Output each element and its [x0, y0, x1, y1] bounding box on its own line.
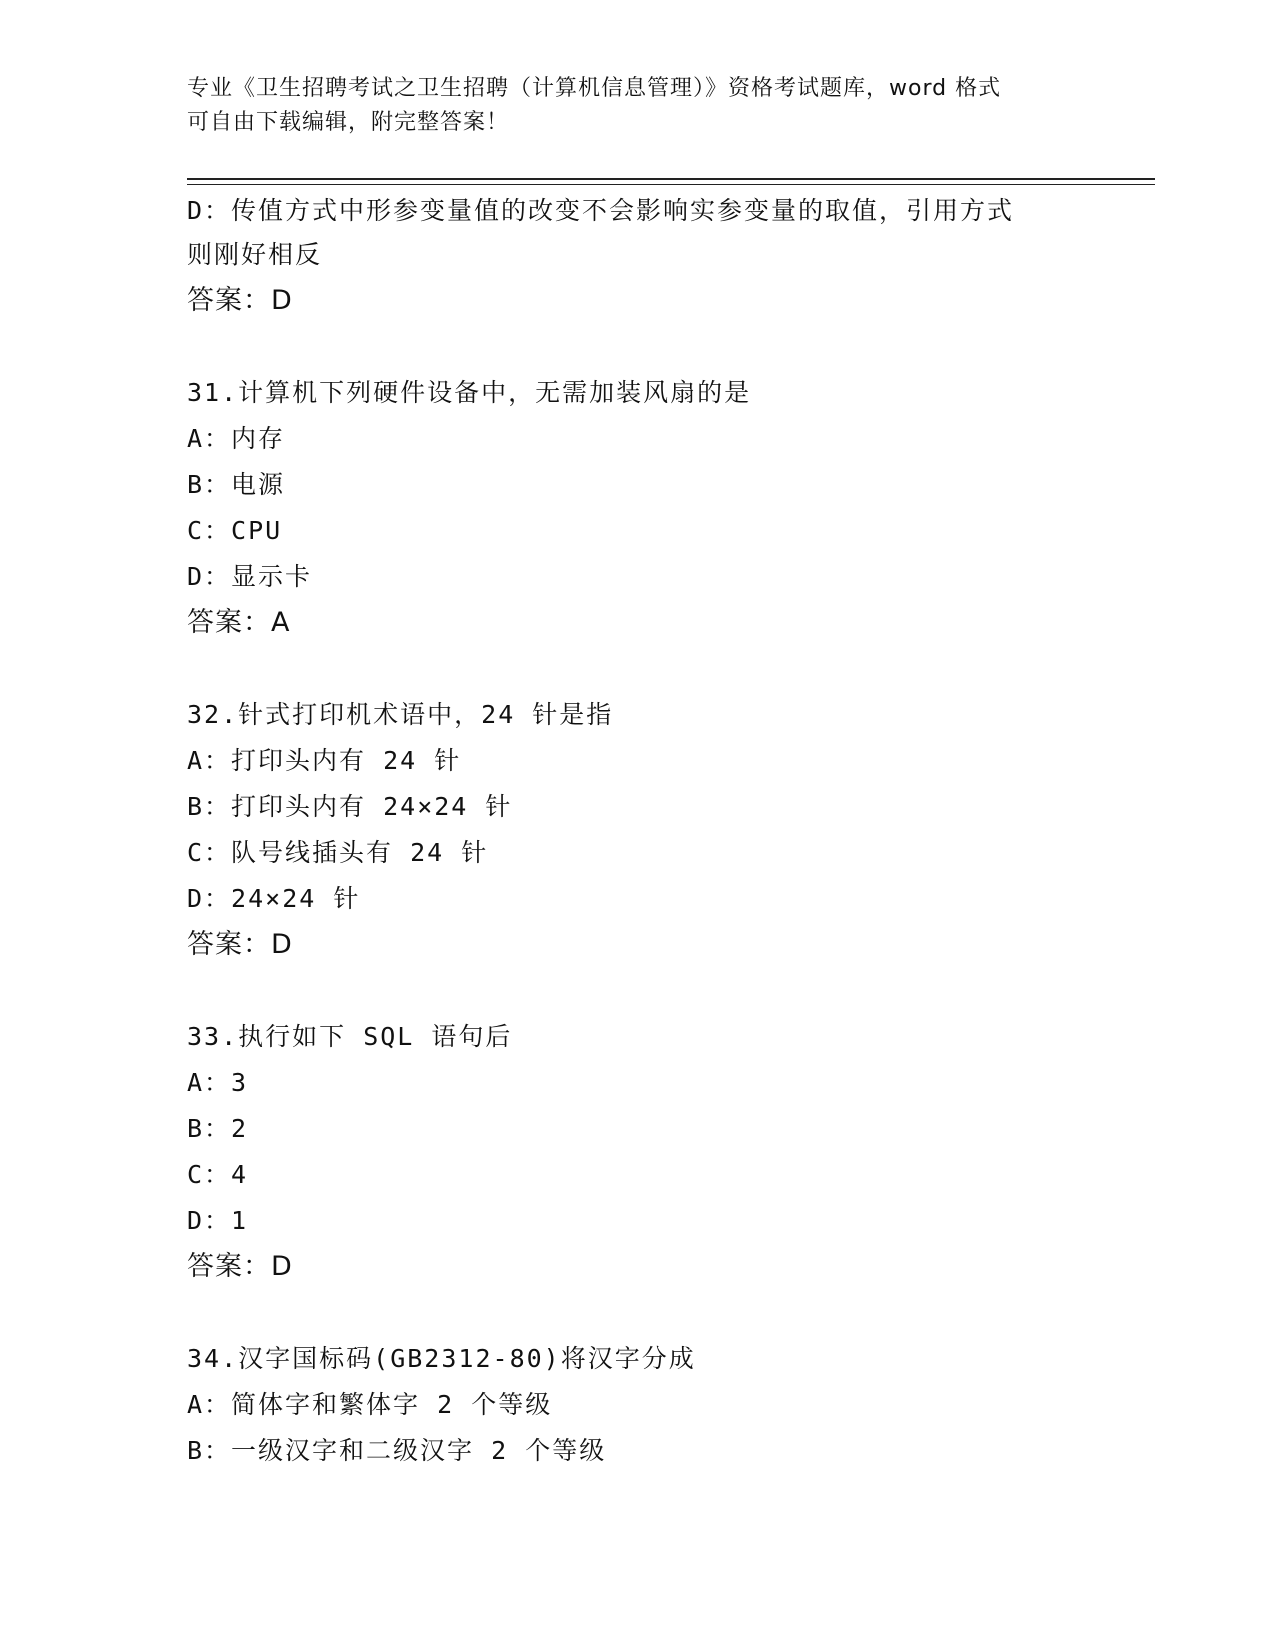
answer-line: 答案：A	[187, 607, 291, 638]
option-a: A：3	[187, 1068, 249, 1097]
header-title-line-1: 专业《卫生招聘考试之卫生招聘（计算机信息管理）》资格考试题库，word 格式	[187, 76, 1002, 101]
question-stem: 31.计算机下列硬件设备中，无需加装风扇的是	[187, 378, 752, 407]
question-34	[187, 1336, 1087, 1474]
header-divider-thin	[187, 184, 1155, 185]
question-32	[187, 692, 1087, 968]
option-a: A：打印头内有 24 针	[187, 746, 462, 775]
answer-line: 答案：D	[187, 285, 293, 316]
option-d: D：显示卡	[187, 562, 313, 591]
spacer	[187, 1290, 1087, 1336]
option-b: B：打印头内有 24×24 针	[187, 792, 513, 821]
option-c: C：4	[187, 1160, 249, 1189]
answer-line: 答案：D	[187, 1251, 293, 1282]
option-d: D：1	[187, 1206, 249, 1235]
option-a: A：简体字和繁体字 2 个等级	[187, 1390, 553, 1419]
option-c: C：CPU	[187, 516, 283, 545]
document-header	[187, 72, 1087, 140]
header-title-line-2: 可自由下载编辑，附完整答案！	[187, 110, 510, 135]
question-stem: 32.针式打印机术语中，24 针是指	[187, 700, 614, 729]
spacer	[187, 646, 1087, 692]
option-a: A：内存	[187, 424, 286, 453]
option-d-continued: 则刚好相反	[187, 240, 323, 269]
question-list	[187, 190, 1087, 1474]
option-b: B：一级汉字和二级汉字 2 个等级	[187, 1436, 607, 1465]
option-d: D：传值方式中形参变量值的改变不会影响实参变量的取值，引用方式	[187, 196, 1015, 225]
question-33	[187, 1014, 1087, 1290]
answer-line: 答案：D	[187, 929, 293, 960]
question-31	[187, 370, 1087, 646]
option-b: B：2	[187, 1114, 249, 1143]
option-b: B：电源	[187, 470, 286, 499]
header-divider-thick	[187, 178, 1155, 180]
question-stem: 34.汉字国标码(GB2312-80)将汉字分成	[187, 1344, 696, 1373]
option-d: D：24×24 针	[187, 884, 361, 913]
spacer	[187, 968, 1087, 1014]
previous-question-tail	[187, 190, 1087, 324]
question-stem: 33.执行如下 SQL 语句后	[187, 1022, 513, 1051]
option-c: C：队号线插头有 24 针	[187, 838, 489, 867]
spacer	[187, 324, 1087, 370]
